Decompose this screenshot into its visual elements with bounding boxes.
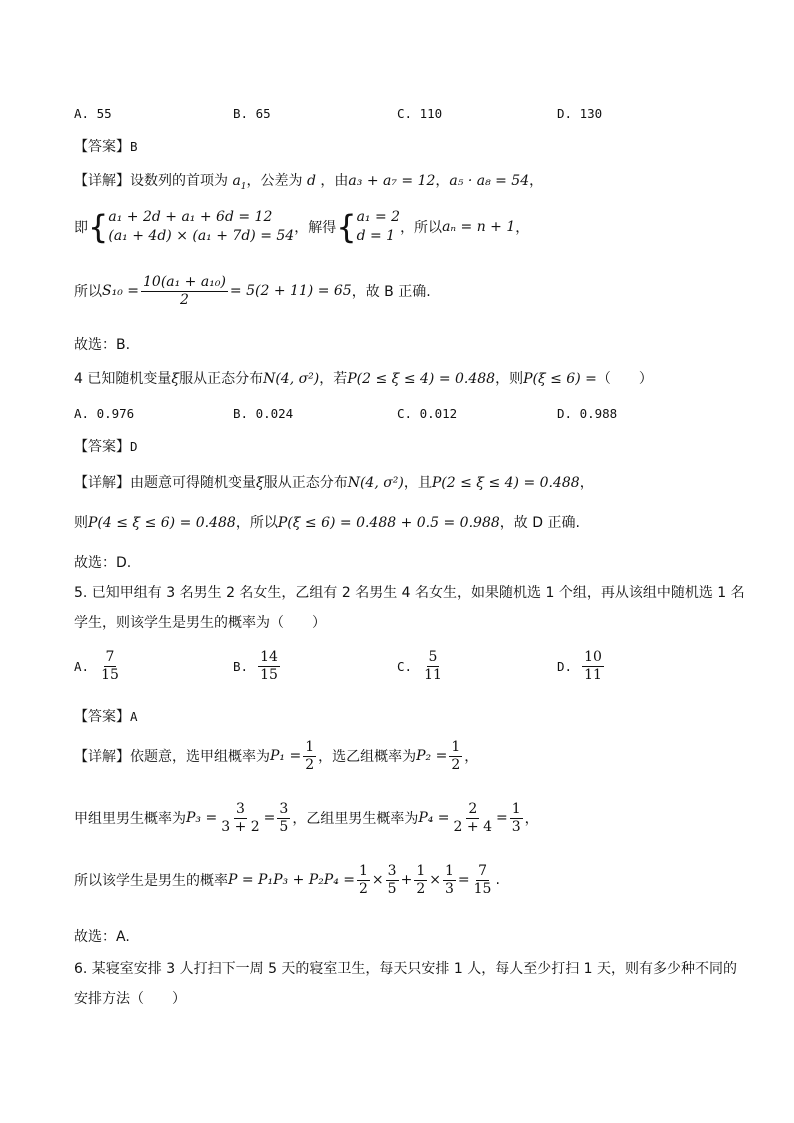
q3-option-d: D. 130 (557, 106, 603, 121)
detail-text: ，所以 (400, 219, 443, 236)
detail-text: ， (435, 173, 450, 189)
equation: P₄ = (418, 810, 450, 827)
q5-option-c (397, 650, 446, 682)
numerator: 10 (584, 649, 602, 665)
brace: { (336, 207, 357, 246)
detail-text: ，乙组里男生概率为 (292, 811, 419, 828)
answer-value: D (130, 439, 138, 454)
denominator: 2 (179, 291, 189, 308)
q5-option-b (233, 650, 282, 682)
fraction (258, 650, 280, 682)
equation: a₃ + a₇ = 12 (348, 173, 436, 189)
stem-text: ，若 (319, 371, 348, 387)
q4-conclusion: 故选：D. (74, 555, 132, 571)
detail-text: ， (579, 475, 594, 491)
q5-option-d (557, 650, 606, 682)
detail-text: ，选乙组概率为 (318, 749, 417, 766)
denominator: 11 (424, 666, 442, 683)
system-row: d = 1 (356, 227, 396, 244)
q5-detail-line3: 所以该学生是男生的概率 P = P₁P₃ + P₂P₄ = $\frac{1}{2}$ × $\frac{3}{5}$ + $\frac{1}{2}$ × $\frac{1}{3}$ = $\frac{7}{15}$ . (74, 863, 500, 897)
q3-detail-line3 (74, 275, 431, 307)
answer-label: 【答案】 (74, 139, 130, 155)
equation: N(4, σ²) (263, 371, 320, 387)
numerator: 1 (511, 801, 521, 817)
q4-answer (74, 436, 138, 456)
detail-text: ，故 D 正确. (499, 515, 580, 531)
fraction (452, 802, 494, 834)
q4-option-c: C. 0.012 (397, 406, 458, 421)
answer-value: B (130, 139, 138, 154)
denominator: 2 + 4 (453, 818, 492, 835)
q3-option-a: A. 55 (74, 106, 112, 121)
q6-stem-line1: 6. 某寝室安排 3 人打扫下一周 5 天的寝室卫生，每天只安排 1 人，每人至少打扫 1 天，则有多少种不同的 (74, 961, 738, 977)
detail-text: 即 (74, 219, 88, 236)
detail-text: ， (464, 749, 479, 766)
q5-stem-line2: 学生，则该学生是男生的概率为（ ） (74, 615, 326, 631)
detail-text: 所以 (74, 284, 102, 301)
fraction: $\frac{7}{15}$ (473, 863, 492, 897)
q5-detail-line1 (74, 740, 478, 772)
detail-text: ，故 B 正确. (351, 284, 431, 301)
q4-option-b: B. 0.024 (233, 406, 294, 421)
detail-label: 【详解】 (74, 749, 130, 766)
equation: a₅ · a₈ = 54 (449, 173, 530, 189)
system-row: a₁ + 2d + a₁ + 6d = 12 (108, 209, 273, 225)
denominator: 15 (260, 666, 278, 683)
detail-label: 【详解】 (74, 475, 130, 491)
option-label: D. (557, 658, 573, 674)
q5-answer (74, 706, 138, 726)
q3-conclusion: 故选：B. (74, 337, 131, 353)
equation: P(2 ≤ ξ ≤ 4) = 0.488 (347, 371, 496, 387)
denominator: 3 + 2 (221, 818, 260, 835)
equation: P(ξ ≤ 6) = (523, 371, 597, 387)
answer-label: 【答案】 (74, 439, 130, 455)
equation-system-2 (357, 208, 401, 246)
q6-stem-line2: 安排方法（ ） (74, 991, 186, 1007)
denominator: 5 (279, 818, 289, 835)
equation: P(2 ≤ ξ ≤ 4) = 0.488 (431, 475, 580, 491)
stem-text: ，则 (495, 371, 524, 387)
fraction: $\frac{1}{2}$ (359, 863, 368, 897)
q5-option-a (74, 650, 123, 682)
option-label: A. (74, 658, 90, 674)
equation: = 5(2 + 11) = 65 (229, 283, 352, 300)
equation: P(ξ ≤ 6) = 0.488 + 0.5 = 0.988 (277, 515, 500, 531)
q3-detail-line1: 【详解】设数列的首项为 $a_1$，公差为 d ，由a₃ + a₇ = 12，a₅ · a₈ = 54， (74, 173, 544, 192)
fraction (99, 650, 121, 682)
equation: P(4 ≤ ξ ≤ 6) = 0.488 (88, 515, 236, 531)
variable: ξ (256, 475, 264, 491)
numerator: 3 (279, 801, 289, 817)
detail-text: . (495, 872, 500, 889)
numerator: 14 (260, 649, 278, 665)
detail-text: 由题意可得随机变量 (130, 475, 256, 491)
equation: aₙ = n + 1 (442, 218, 516, 235)
numerator: 7 (105, 649, 115, 665)
equation: N(4, σ²) (347, 475, 404, 491)
detail-text: ，由 (320, 173, 349, 189)
q4-detail-line1 (74, 472, 594, 492)
detail-text: ，公差为 (246, 173, 303, 189)
option-label: C. (397, 658, 413, 674)
detail-text: ，解得 (294, 219, 337, 236)
q3-answer (74, 136, 138, 156)
numerator: 3 (235, 801, 245, 817)
fraction: $\frac{1}{2}$ (451, 739, 461, 773)
detail-text: ， (515, 219, 530, 236)
brace: { (88, 207, 109, 246)
q5-detail-line2: 甲组里男生概率为 P₃ = $\frac{3}{3 + 2}$ = $\frac{3}{5}$ ，乙组里男生概率为 P₄ = $\frac{2}{2 + 4}$ = $\frac{1}{3}$ ， (74, 801, 539, 835)
numerator: 5 (428, 649, 438, 665)
equation: P₃ = (186, 810, 218, 827)
answer-value: A (130, 709, 138, 724)
stem-text: 服从正态分布 (179, 371, 264, 387)
fraction (219, 802, 261, 834)
fraction: $\frac{3}{5}$ (387, 863, 397, 897)
detail-label: 【详解】 (74, 173, 130, 189)
fraction: $\frac{1}{2}$ (416, 863, 426, 897)
stem-text: 4 已知随机变量 (74, 371, 172, 387)
fraction (141, 275, 228, 307)
system-row: (a₁ + 4d) × (a₁ + 7d) = 54 (108, 227, 295, 244)
equation: P₁ = (270, 748, 302, 765)
denominator: 11 (584, 666, 602, 683)
denominator: 15 (101, 666, 119, 683)
q5-stem-line1: 5. 已知甲组有 3 名男生 2 名女生，乙组有 2 名男生 4 名女生，如果随机选 1 个组，再从该组中随机选 1 名 (74, 585, 745, 601)
q3-detail-line2 (74, 208, 529, 246)
fraction (277, 802, 290, 834)
detail-text: 依题意，选甲组概率为 (130, 749, 270, 766)
fraction (510, 802, 523, 834)
fraction: $\frac{1}{3}$ (444, 863, 454, 897)
detail-text: ，所以 (235, 515, 278, 531)
equation: S₁₀ = (102, 283, 139, 300)
detail-text: 设数列的首项为 (130, 173, 228, 189)
detail-text: 则 (74, 515, 88, 531)
numerator: 2 (468, 801, 478, 817)
q4-option-d: D. 0.988 (557, 406, 618, 421)
equation-system-1 (108, 208, 294, 246)
q3-option-c: C. 110 (397, 106, 443, 121)
variable: ξ (171, 371, 180, 387)
option-label: B. (233, 658, 249, 674)
denominator: 3 (511, 818, 521, 835)
fraction: $\frac{1}{2}$ (305, 739, 315, 773)
q5-conclusion: 故选：A. (74, 929, 130, 945)
detail-text: ， (524, 811, 539, 828)
fraction (422, 650, 444, 682)
fraction (582, 650, 604, 682)
q4-stem (74, 368, 653, 388)
system-row: a₁ = 2 (356, 209, 401, 225)
detail-text: 服从正态分布 (263, 475, 348, 491)
detail-text: ， (529, 173, 544, 189)
detail-text: 甲组里男生概率为 (74, 811, 186, 828)
detail-text: 所以该学生是男生的概率 (74, 873, 228, 890)
equation: P = P₁P₃ + P₂P₄ = (228, 872, 355, 889)
answer-label: 【答案】 (74, 709, 130, 725)
numerator: 10(a₁ + a₁₀) (143, 274, 226, 290)
q4-detail-line2 (74, 512, 580, 532)
detail-text: ，且 (403, 475, 432, 491)
equation: P₂ = (416, 748, 448, 765)
q3-option-b: B. 65 (233, 106, 271, 121)
stem-text: （ ） (596, 371, 653, 387)
q4-option-a: A. 0.976 (74, 406, 135, 421)
